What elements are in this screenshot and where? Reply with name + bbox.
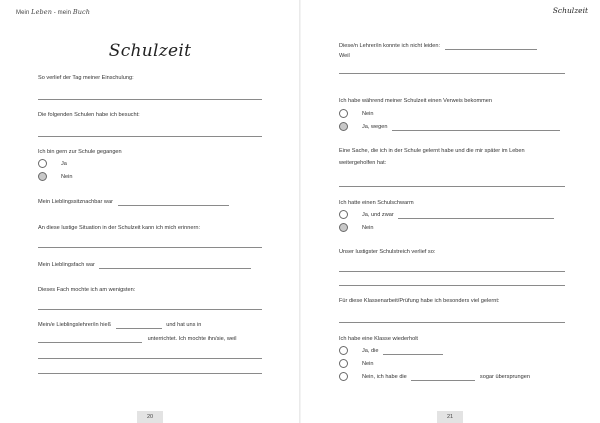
answer-line[interactable] [339, 73, 565, 74]
question-lieblingsfach-text: Mein Lieblingsfach war [38, 262, 95, 268]
option-ja-wegen [362, 124, 560, 131]
question-verweis: Ich habe während meiner Schulzeit einen Verweis bekommen [339, 98, 492, 104]
page-title: Schulzeit [108, 41, 192, 61]
option-nein-uebersprungen [362, 374, 530, 381]
option-label-ja-die: Ja, die [362, 348, 379, 354]
answer-line[interactable] [339, 285, 565, 286]
question-lieblingslehrer [38, 322, 201, 329]
option-ja-und-zwar [362, 212, 554, 219]
running-header-left [16, 8, 90, 16]
option-label-nein-b: sogar übersprungen [479, 374, 530, 380]
question-einschulung: So verlief der Tag meiner Einschulung: [38, 75, 134, 81]
answer-line[interactable] [339, 322, 565, 323]
radio-nein[interactable] [38, 172, 47, 181]
option-label-nein-a: Nein, ich habe die [362, 374, 407, 380]
question-schulschwarm: Ich hatte einen Schulschwarm [339, 200, 414, 206]
option-label-ja-und-zwar: Ja, und zwar [362, 212, 394, 218]
question-sitznachbar [38, 199, 229, 206]
option-label-nein: Nein [61, 174, 73, 180]
answer-line[interactable] [38, 373, 262, 374]
question-nicht-leiden [339, 43, 537, 50]
question-lehrer-text-c: unterrichtet. Ich mochte ihn/sie, weil [147, 336, 237, 342]
header-script-word: Buch [72, 8, 91, 16]
question-schulen: Die folgenden Schulen habe ich besucht: [38, 112, 140, 118]
inline-answer-blank[interactable] [116, 324, 162, 329]
option-label-ja: Ja [61, 161, 67, 167]
answer-line[interactable] [38, 136, 262, 137]
question-lehrer-text-b: und hat uns in [166, 322, 202, 328]
option-label-nein: Nein [362, 225, 374, 231]
inline-answer-blank[interactable] [118, 201, 229, 206]
question-sache-line1: Eine Sache, die ich in der Schule gelernt habe und die mir später im Leben [339, 148, 525, 154]
answer-line[interactable] [38, 247, 262, 248]
option-label-nein: Nein [362, 361, 374, 367]
radio-nein[interactable] [339, 359, 348, 368]
inline-answer-blank[interactable] [38, 338, 142, 343]
radio-ja-wegen[interactable] [339, 122, 348, 131]
question-fach-wenigsten: Dieses Fach mochte ich am wenigsten: [38, 287, 136, 293]
question-gern-schule: Ich bin gern zur Schule gegangen [38, 149, 122, 155]
question-lieblingslehrer-cont [38, 336, 236, 343]
inline-answer-blank[interactable] [411, 376, 475, 381]
question-sache-line2: weitergeholfen hat: [339, 160, 387, 166]
question-lieblingsfach [38, 262, 251, 269]
radio-ja[interactable] [38, 159, 47, 168]
inline-answer-blank[interactable] [99, 264, 251, 269]
question-klassenarbeit: Für diese Klassenarbeit/Prüfung habe ich besonders viel gelernt: [339, 298, 500, 304]
answer-line[interactable] [339, 271, 565, 272]
inline-answer-blank[interactable] [445, 45, 537, 50]
answer-line[interactable] [339, 186, 565, 187]
question-wiederholt: Ich habe eine Klasse wiederholt [339, 336, 418, 342]
radio-nein[interactable] [339, 223, 348, 232]
label-weil: Weil [339, 53, 350, 59]
question-lustige-situation: An diese lustige Situation in der Schulzeit kann ich mich erinnern: [38, 225, 200, 231]
option-label-ja-wegen: Ja, wegen [362, 124, 388, 130]
header-text: - mein [52, 10, 73, 16]
question-schulstreich: Unser lustigster Schulstreich verlief so: [339, 249, 436, 255]
radio-ja-und-zwar[interactable] [339, 210, 348, 219]
option-label-nein: Nein [362, 111, 374, 117]
radio-ja-die[interactable] [339, 346, 348, 355]
inline-answer-blank[interactable] [383, 350, 443, 355]
question-sitznachbar-text: Mein Lieblingssitznachbar war [38, 199, 113, 205]
inline-answer-blank[interactable] [398, 214, 554, 219]
header-text: Mein [16, 10, 32, 16]
option-ja-die [362, 348, 443, 355]
question-nicht-leiden-text: Diese/n Lehrer/in konnte ich nicht leiden: [339, 43, 441, 49]
radio-nein-uebersprungen[interactable] [339, 372, 348, 381]
answer-line[interactable] [38, 358, 262, 359]
right-page [300, 0, 600, 423]
question-lehrer-text-a: Mein/e Lieblingslehrer/in hieß [38, 322, 112, 328]
page-number-right: 21 [437, 411, 463, 423]
page-number-left: 20 [137, 411, 163, 423]
inline-answer-blank[interactable] [392, 126, 560, 131]
header-script-word: Leben [31, 8, 53, 16]
radio-nein[interactable] [339, 109, 348, 118]
answer-line[interactable] [38, 309, 262, 310]
running-header-right: Schulzeit [552, 6, 588, 15]
answer-line[interactable] [38, 99, 262, 100]
